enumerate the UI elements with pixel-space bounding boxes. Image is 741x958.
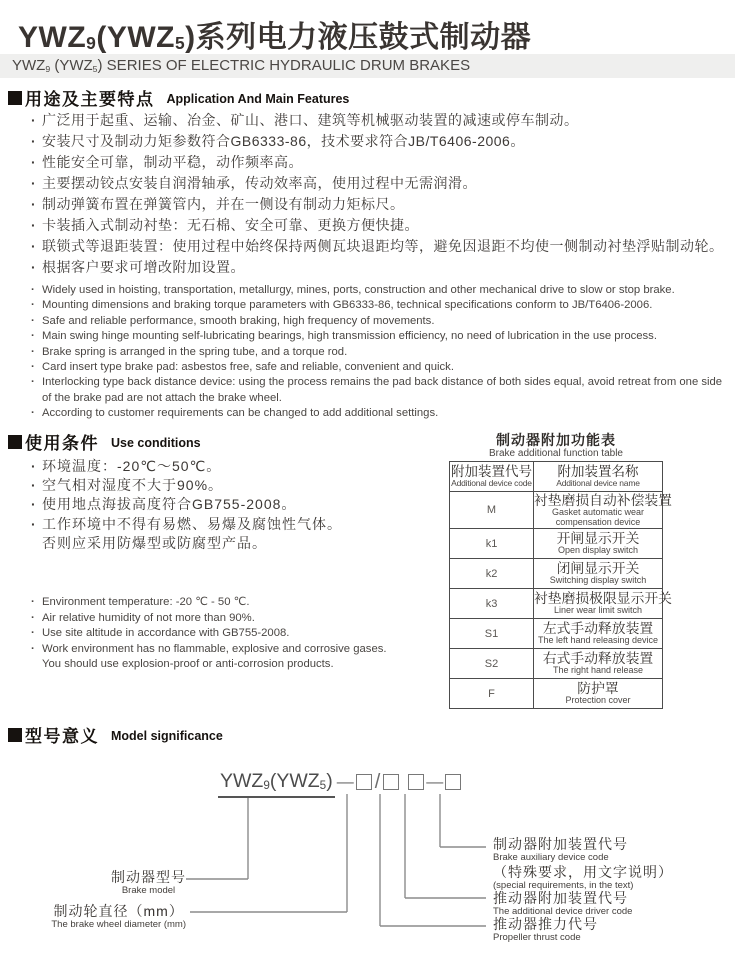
list-item: · 联锁式等退距装置：使用过程中始终保持两侧瓦块退距均等，避免因退距不均使一侧制动衬垫浮贴制动轮。 (31, 236, 724, 257)
list-item: · Air relative humidity of not more than 90%. (31, 611, 451, 627)
list-item: · Environment temperature: -20 ℃ - 50 ℃. (31, 595, 451, 611)
model-field-box (445, 774, 461, 790)
features-list-en (31, 283, 731, 422)
list-item: · Main swing hinge mounting self-lubricating bearings, high transmission efficiency, no need of lubrication in the use process. (31, 329, 731, 344)
cell-name: 开闸显示开关 Open display switch (534, 529, 663, 559)
model-field-box (356, 774, 372, 790)
list-item: · 使用地点海拔高度符合GB755-2008。 (31, 495, 342, 514)
dash-separator: — (426, 772, 444, 791)
title-part: YWZ (18, 21, 87, 54)
cell-name: 防护罩 Protection cover (534, 679, 663, 709)
cell-name: 右式手动释放装置 The right hand release (534, 649, 663, 679)
conditions-list-en (31, 595, 451, 673)
list-item: · 广泛用于起重、运输、冶金、矿山、港口、建筑等机械驱动装置的减速或停车制动。 (31, 110, 724, 131)
list-item: · Mounting dimensions and braking torque parameters with GB6333-86, technical specifications conform to JB/T6406-2006. (31, 298, 731, 313)
list-item: · 卡装插入式制动衬垫：无石棉、安全可靠、更换方便快捷。 (31, 215, 724, 236)
list-item: · Widely used in hoisting, transportation, metallurgy, mines, ports, construction and other mechanical drive to slow or stop brake. (31, 283, 731, 298)
model-designation (218, 770, 461, 798)
table-title-cn: 制动器附加功能表 (496, 432, 616, 448)
list-item: · Interlocking type back distance device: using the process remains the pad back distance of both sides equal, avoid retreat from one side of the brake pad are not attach the brake wheel. (31, 375, 731, 406)
model-code-text: YWZ9(YWZ5) (218, 770, 335, 798)
table-header-row (450, 462, 663, 492)
list-item: · 安装尺寸及制动力矩参数符合GB6333-86，技术要求符合JB/T6406-2006。 (31, 131, 724, 152)
cell-code: S1 (450, 619, 534, 649)
model-field-box (408, 774, 424, 790)
function-table-title (449, 433, 663, 459)
conditions-list-cn (31, 457, 342, 553)
list-item: · 性能安全可靠，制动平稳，动作频率高。 (31, 152, 724, 173)
cell-name: 左式手动释放装置 The left hand releasing device (534, 619, 663, 649)
header-cell-code: 附加装置代号 Additional device code (450, 462, 534, 492)
list-item: · 主要摆动铰点安装自润滑轴承，传动效率高，使用过程中无需润滑。 (31, 173, 724, 194)
label-driver-device-code: 推动器附加装置代号 The additional device driver code (493, 890, 633, 917)
function-table (449, 461, 672, 709)
cell-code: F (450, 679, 534, 709)
title-part: (YWZ (96, 21, 175, 54)
list-item: · 环境温度：-20℃～50℃。 (31, 457, 342, 476)
table-row (450, 589, 663, 619)
section-heading-en: Model significance (111, 728, 223, 743)
list-item: · 工作环境中不得有易燃、易爆及腐蚀性气体。 (31, 515, 342, 534)
section-heading-en: Use conditions (111, 435, 201, 450)
table-row (450, 619, 663, 649)
section-marker-icon (8, 91, 22, 105)
list-item: · Work environment has no flammable, explosive and corrosive gases. (31, 642, 451, 658)
subtitle-bar (0, 54, 735, 78)
cell-name: 衬垫磨损自动补偿装置 Gasket automatic wear compensation device (534, 492, 663, 529)
list-item: · 制动弹簧布置在弹簧管内，并在一侧设有制动力矩标尺。 (31, 194, 724, 215)
header-cell-name: 附加装置名称 Additional device name (534, 462, 663, 492)
label-special-requirements: （特殊要求，用文字说明） (special requirements, in the text) (493, 864, 673, 891)
cell-code: M (450, 492, 534, 529)
section-heading-model (8, 722, 223, 747)
cell-code: k2 (450, 559, 534, 589)
title-subscript: 9 (86, 33, 97, 53)
page-title (18, 12, 531, 56)
dash-separator: — (336, 772, 354, 791)
list-item-continuation: 否则应采用防爆型或防腐型产品。 (42, 534, 267, 551)
section-heading-cn: 型号意义 (25, 727, 99, 746)
table-row (450, 492, 663, 529)
list-item: · 根据客户要求可增改附加设置。 (31, 257, 724, 278)
table-row (450, 559, 663, 589)
list-item: · Brake spring is arranged in the spring tube, and a torque rod. (31, 345, 731, 360)
features-list-cn (31, 110, 724, 278)
title-subscript: 5 (174, 33, 186, 53)
label-brake-model: 制动器型号 Brake model (111, 869, 186, 896)
cell-code: k1 (450, 529, 534, 559)
cell-code: k3 (450, 589, 534, 619)
page-subtitle: YWZ9 (YWZ5) SERIES OF ELECTRIC HYDRAULIC DRUM BRAKES (12, 57, 471, 74)
section-heading-cn: 使用条件 (25, 434, 99, 453)
section-heading-features (8, 85, 349, 110)
title-part: )系列电力液压鼓式制动器 (185, 21, 532, 54)
table-row (450, 649, 663, 679)
list-item: · According to customer requirements can be changed to add additional settings. (31, 406, 731, 421)
section-heading-conditions (8, 429, 201, 454)
cell-name: 闭闸显示开关 Switching display switch (534, 559, 663, 589)
table-row (450, 529, 663, 559)
section-marker-icon (8, 728, 22, 742)
list-item-continuation: You should use explosion-proof or anti-corrosion products. (42, 658, 334, 671)
list-item: · Use site altitude in accordance with GB755-2008. (31, 626, 451, 642)
table-title-en: Brake additional function table (489, 448, 623, 459)
section-heading-cn: 用途及主要特点 (25, 90, 155, 109)
label-aux-device-code: 制动器附加装置代号 Brake auxiliary device code (493, 836, 628, 863)
list-item: · Safe and reliable performance, smooth braking, high frequency of movements. (31, 314, 731, 329)
label-wheel-diameter: 制动轮直径（mm） The brake wheel diameter (mm) (51, 903, 186, 930)
list-item: · Card insert type brake pad: asbestos free, safe and reliable, convenient and quick. (31, 360, 731, 375)
section-marker-icon (8, 435, 22, 449)
model-field-box (383, 774, 399, 790)
label-thrust-code: 推动器推力代号 Propeller thrust code (493, 916, 598, 943)
section-heading-en: Application And Main Features (166, 91, 350, 106)
list-item: · 空气相对湿度不大于90%。 (31, 476, 342, 495)
cell-code: S2 (450, 649, 534, 679)
cell-name: 衬垫磨损极限显示开关 Liner wear limit switch (534, 589, 663, 619)
slash-separator: / (374, 770, 381, 793)
table-row (450, 679, 663, 709)
